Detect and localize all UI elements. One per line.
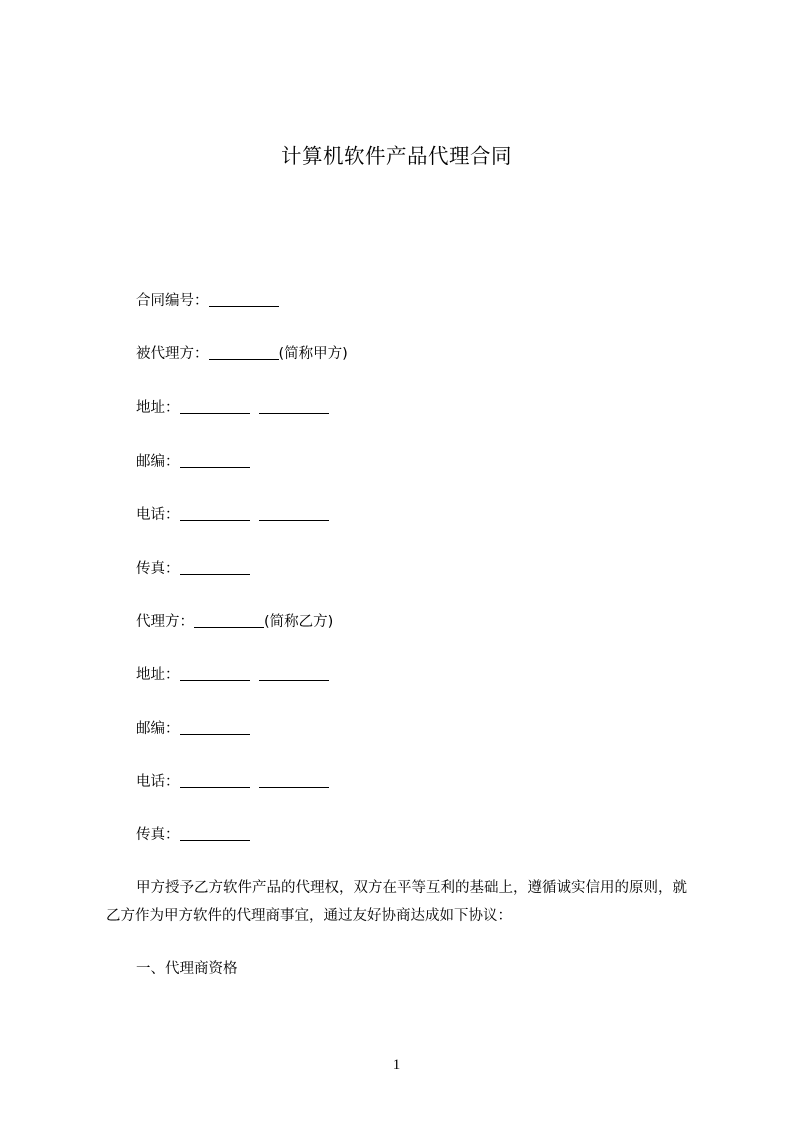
agent-postcode-field	[136, 719, 250, 739]
principal-phone-label: 电话：	[136, 507, 180, 523]
principal-field	[136, 344, 348, 364]
principal-fax-blank	[180, 573, 250, 575]
principal-label: 被代理方：	[136, 346, 209, 362]
agent-postcode-blank	[180, 733, 250, 735]
principal-address-blank-2	[259, 412, 329, 414]
principal-suffix: (简称甲方)	[278, 346, 348, 362]
principal-phone-blank-1	[180, 519, 250, 521]
agent-label: 代理方：	[136, 614, 194, 630]
principal-fax-field	[136, 559, 250, 579]
agent-postcode-label: 邮编：	[136, 721, 180, 737]
principal-phone-field	[136, 505, 329, 525]
agent-address-blank-2	[259, 679, 329, 681]
agent-field	[136, 612, 333, 632]
agent-phone-label: 电话：	[136, 774, 180, 790]
agent-phone-field	[136, 772, 329, 792]
principal-postcode-blank	[180, 466, 250, 468]
section-heading: 一、代理商资格	[136, 961, 238, 977]
page-number: 1	[392, 1057, 401, 1073]
agent-suffix: (简称乙方)	[264, 614, 334, 630]
principal-blank	[209, 358, 279, 360]
agent-phone-blank-2	[259, 786, 329, 788]
intro-paragraph: 甲方授予乙方软件产品的代理权，双方在平等互利的基础上，遵循诚实信用的原则，就乙方作为甲方软件的代理商事宜，通过友好协商达成如下协议：	[106, 880, 687, 924]
principal-address-field	[136, 398, 329, 418]
principal-address-blank-1	[180, 412, 250, 414]
principal-phone-blank-2	[259, 519, 329, 521]
agent-address-label: 地址：	[136, 667, 180, 683]
agent-fax-field	[136, 825, 250, 845]
contract-number-field	[136, 291, 279, 311]
agent-blank	[194, 626, 264, 628]
principal-fax-label: 传真：	[136, 561, 180, 577]
contract-number-blank	[209, 305, 279, 307]
principal-postcode-label: 邮编：	[136, 454, 180, 470]
agent-address-field	[136, 665, 329, 685]
document-title: 计算机软件产品代理合同	[281, 144, 512, 168]
principal-postcode-field	[136, 452, 250, 472]
agent-phone-blank-1	[180, 786, 250, 788]
contract-number-label: 合同编号：	[136, 293, 209, 309]
agent-address-blank-1	[180, 679, 250, 681]
agent-fax-blank	[180, 839, 250, 841]
principal-address-label: 地址：	[136, 400, 180, 416]
agent-fax-label: 传真：	[136, 827, 180, 843]
